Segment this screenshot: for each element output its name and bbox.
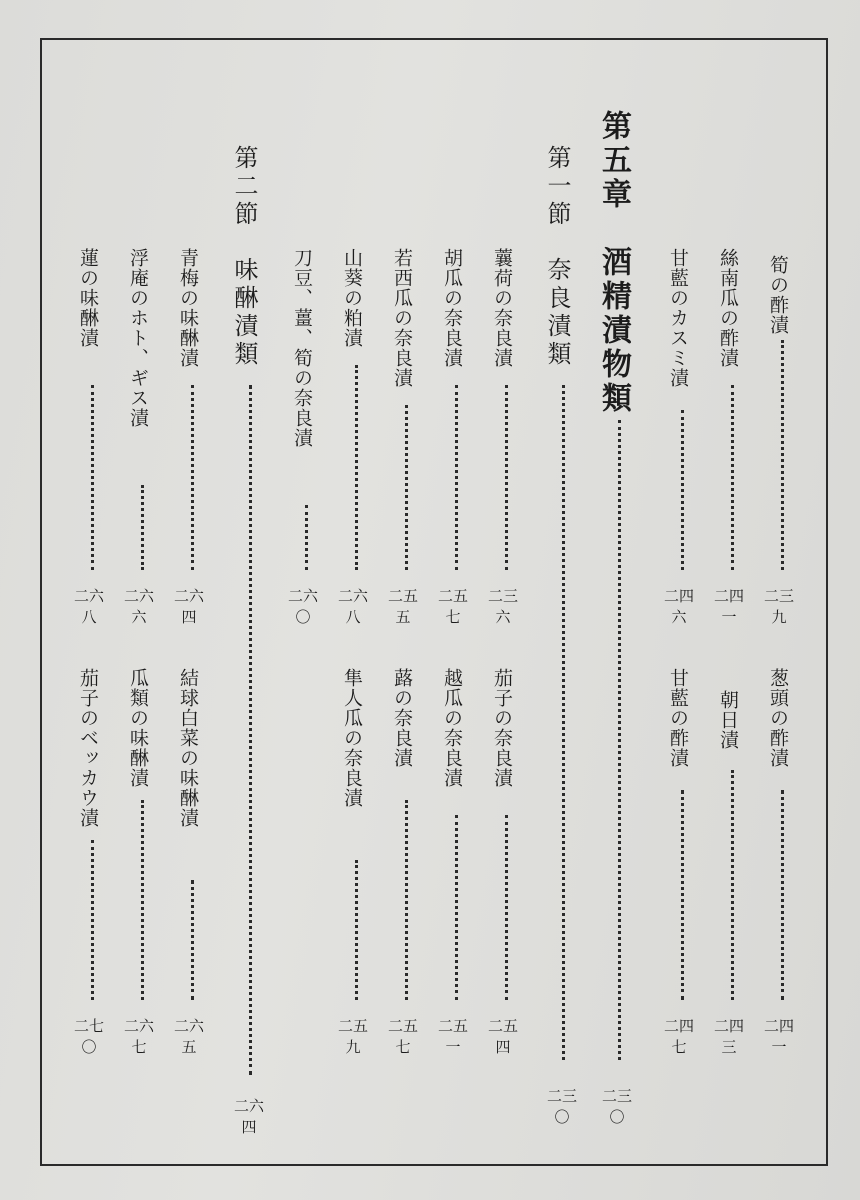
leader-dots bbox=[249, 385, 252, 1075]
leader-dots bbox=[91, 840, 94, 1000]
leader-dots bbox=[618, 420, 621, 1060]
leader-dots bbox=[141, 800, 144, 1000]
toc-entry-page: 二四七 bbox=[663, 1017, 694, 1056]
leader-dots bbox=[91, 385, 94, 570]
leader-dots bbox=[681, 790, 684, 1000]
leader-dots bbox=[781, 340, 784, 570]
toc-entry-label: 甘藍のカスミ漬 bbox=[667, 248, 689, 388]
chapter-heading: 第五章 酒精漬物類 bbox=[596, 110, 631, 416]
leader-dots bbox=[191, 385, 194, 570]
toc-entry-page: 二四三 bbox=[713, 1017, 744, 1056]
toc-entry-page: 二六四 bbox=[173, 587, 204, 626]
toc-entry-label: 朝日漬 bbox=[717, 690, 739, 750]
toc-entry-label: 瓜類の味醂漬 bbox=[127, 668, 149, 788]
toc-entry-label: 隼人瓜の奈良漬 bbox=[341, 668, 363, 808]
toc-entry-page: 二六五 bbox=[173, 1017, 204, 1056]
leader-dots bbox=[355, 365, 358, 570]
section-heading: 第二節 味醂漬類 bbox=[230, 145, 258, 369]
leader-dots bbox=[305, 505, 308, 570]
section-page: 二三〇 bbox=[546, 1087, 577, 1126]
leader-dots bbox=[455, 815, 458, 1000]
toc-entry-page: 二六八 bbox=[73, 587, 104, 626]
toc-entry-page: 二四一 bbox=[763, 1017, 794, 1056]
toc-entry-page: 二五四 bbox=[487, 1017, 518, 1056]
toc-entry-page: 二六六 bbox=[123, 587, 154, 626]
toc-entry-label: 筍の酢漬 bbox=[767, 255, 789, 335]
toc-entry-label: 青梅の味醂漬 bbox=[177, 248, 199, 368]
toc-entry-label: 甘藍の酢漬 bbox=[667, 668, 689, 768]
leader-dots bbox=[681, 410, 684, 570]
toc-entry-label: 葱頭の酢漬 bbox=[767, 668, 789, 768]
leader-dots bbox=[781, 790, 784, 1000]
toc-entry-page: 二三九 bbox=[763, 587, 794, 626]
toc-entry-page: 二七〇 bbox=[73, 1017, 104, 1056]
section-page: 二六四 bbox=[233, 1097, 264, 1136]
toc-entry-label: 茄子の奈良漬 bbox=[491, 668, 513, 788]
toc-entry-page: 二六七 bbox=[123, 1017, 154, 1056]
toc-entry-page: 二四一 bbox=[713, 587, 744, 626]
toc-entry-page: 二六八 bbox=[337, 587, 368, 626]
toc-entry-label: 越瓜の奈良漬 bbox=[441, 668, 463, 788]
toc-entry-label: 刀豆、薑、筍の奈良漬 bbox=[291, 248, 313, 448]
leader-dots bbox=[191, 880, 194, 1000]
toc-entry-page: 二五一 bbox=[437, 1017, 468, 1056]
leader-dots bbox=[562, 385, 565, 1060]
toc-entry-page: 二五七 bbox=[437, 587, 468, 626]
toc-entry-label: 山葵の粕漬 bbox=[341, 248, 363, 348]
toc-entry-page: 二六〇 bbox=[287, 587, 318, 626]
section-heading: 第一節 奈良漬類 bbox=[543, 145, 571, 369]
toc-entry-label: 蘘荷の奈良漬 bbox=[491, 248, 513, 368]
leader-dots bbox=[455, 385, 458, 570]
leader-dots bbox=[405, 405, 408, 570]
toc-entry-page: 二四六 bbox=[663, 587, 694, 626]
toc-entry-label: 蕗の奈良漬 bbox=[391, 668, 413, 768]
leader-dots bbox=[731, 385, 734, 570]
toc-entry-label: 絲南瓜の酢漬 bbox=[717, 248, 739, 368]
leader-dots bbox=[405, 800, 408, 1000]
leader-dots bbox=[141, 485, 144, 570]
toc-entry-page: 二五九 bbox=[337, 1017, 368, 1056]
leader-dots bbox=[731, 770, 734, 1000]
leader-dots bbox=[355, 860, 358, 1000]
chapter-page: 二三〇 bbox=[601, 1087, 632, 1126]
toc-entry-label: 胡瓜の奈良漬 bbox=[441, 248, 463, 368]
toc-entry-page: 二五五 bbox=[387, 587, 418, 626]
leader-dots bbox=[505, 385, 508, 570]
toc-entry-page: 二三六 bbox=[487, 587, 518, 626]
toc-entry-label: 若西瓜の奈良漬 bbox=[391, 248, 413, 388]
page-frame bbox=[40, 38, 828, 1166]
leader-dots bbox=[505, 815, 508, 1000]
toc-entry-label: 結球白菜の味醂漬 bbox=[177, 668, 199, 828]
toc-entry-label: 蓮の味醂漬 bbox=[77, 248, 99, 348]
toc-entry-page: 二五七 bbox=[387, 1017, 418, 1056]
toc-entry-label: 浮庵のホト、ギス漬 bbox=[127, 248, 149, 428]
toc-entry-label: 茄子のベッカウ漬 bbox=[77, 668, 99, 828]
